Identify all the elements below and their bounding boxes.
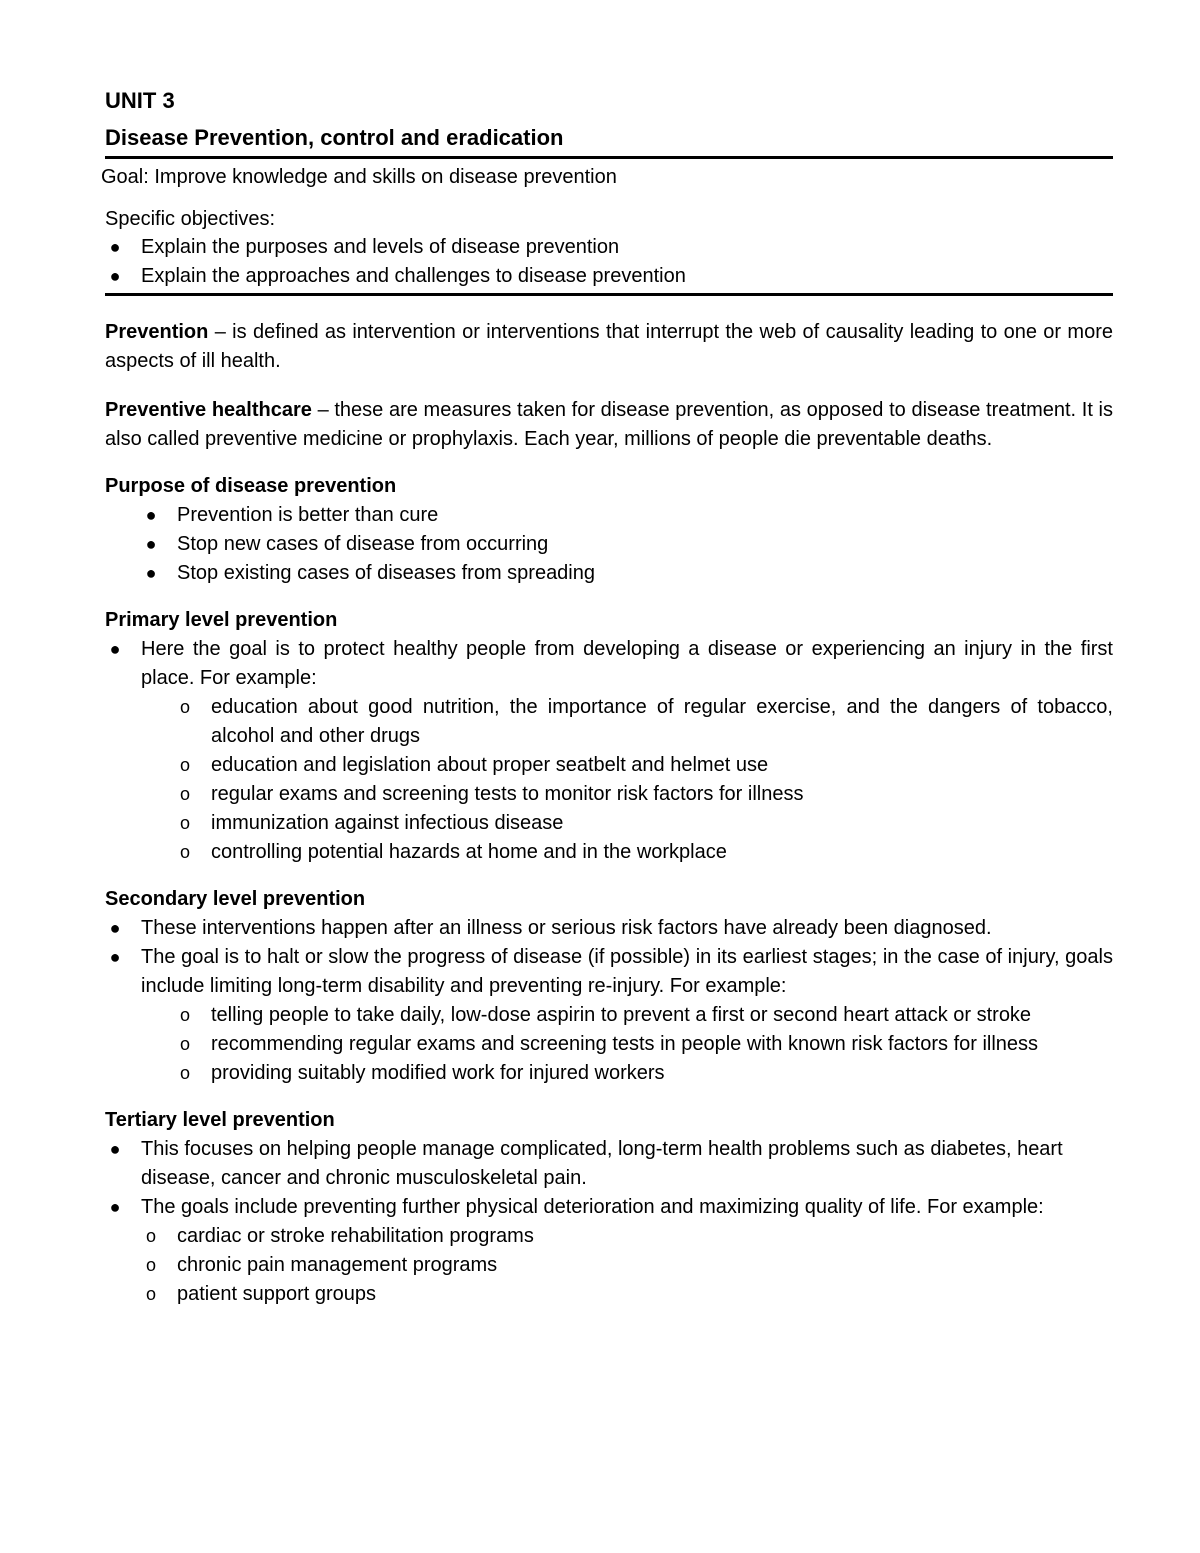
goal-statement: Goal: Improve knowledge and skills on disease prevention: [101, 166, 617, 188]
purpose-heading: Purpose of disease prevention: [105, 475, 397, 497]
unit-heading: UNIT 3: [105, 88, 175, 113]
primary-example: o controlling potential hazards at home and in the workplace: [175, 838, 1113, 867]
tertiary-example: o cardiac or stroke rehabilitation programs: [141, 1222, 1113, 1251]
circle-bullet-icon: o: [179, 697, 190, 717]
primary-example: o education about good nutrition, the importance of regular exercise, and the dangers of tobacco, alcohol and other drugs: [175, 693, 1113, 751]
objectives-label: Specific objectives:: [105, 208, 276, 230]
purpose-list: [141, 501, 1113, 588]
bullet-icon: ●: [109, 1197, 121, 1217]
bullet-icon: ●: [145, 563, 157, 583]
primary-example: o education and legislation about proper seatbelt and helmet use: [175, 751, 1113, 780]
tertiary-heading: Tertiary level prevention: [105, 1109, 335, 1131]
prevention-definition: Prevention – is defined as intervention or interventions that interrupt the web of causality leading to one or more aspects of ill health.: [105, 321, 1113, 372]
bullet-icon: ●: [145, 505, 157, 525]
objectives-list: [105, 233, 1113, 291]
document-page: [101, 86, 1113, 1309]
tertiary-list: [105, 1135, 1113, 1222]
preventive-healthcare-definition: Preventive healthcare – these are measures taken for disease prevention, as opposed to disease treatment. It is also called preventive medicine or prophylaxis. Each year, millions of people die preventable deaths.: [105, 399, 1113, 450]
circle-bullet-icon: o: [179, 1063, 190, 1083]
circle-bullet-icon: o: [179, 842, 190, 862]
bullet-icon: ●: [109, 237, 121, 257]
secondary-item: ● These interventions happen after an illness or serious risk factors have already been diagnosed.: [105, 914, 1113, 943]
bullet-icon: ●: [109, 918, 121, 938]
tertiary-example: o chronic pain management programs: [141, 1251, 1113, 1280]
primary-examples: [105, 693, 1113, 867]
primary-item: ● Here the goal is to protect healthy people from developing a disease or experiencing an injury in the first place. For example:: [105, 635, 1113, 693]
purpose-item: ● Stop existing cases of diseases from spreading: [141, 559, 1113, 588]
primary-example: o immunization against infectious disease: [175, 809, 1113, 838]
secondary-heading: Secondary level prevention: [105, 888, 366, 910]
tertiary-example: o patient support groups: [141, 1280, 1113, 1309]
secondary-example: o recommending regular exams and screening tests in people with known risk factors for illness: [175, 1030, 1113, 1059]
circle-bullet-icon: o: [179, 1005, 190, 1025]
tertiary-item: ● The goals include preventing further physical deterioration and maximizing quality of life. For example:: [105, 1193, 1113, 1222]
tertiary-item: ● This focuses on helping people manage complicated, long-term health problems such as diabetes, heart disease, cancer and chronic musculoskeletal pain.: [105, 1135, 1113, 1193]
circle-bullet-icon: o: [145, 1255, 156, 1275]
primary-heading: Primary level prevention: [105, 609, 338, 631]
document-title: Disease Prevention, control and eradication: [105, 125, 564, 150]
objective-item: ● Explain the purposes and levels of disease prevention: [105, 233, 1113, 262]
circle-bullet-icon: o: [179, 1034, 190, 1054]
circle-bullet-icon: o: [145, 1226, 156, 1246]
purpose-item: ● Stop new cases of disease from occurring: [141, 530, 1113, 559]
primary-list: [105, 635, 1113, 693]
objective-item: ● Explain the approaches and challenges to disease prevention: [105, 262, 1113, 291]
secondary-list: [105, 914, 1113, 1001]
circle-bullet-icon: o: [179, 813, 190, 833]
secondary-item: ● The goal is to halt or slow the progress of disease (if possible) in its earliest stages; in the case of injury, goals include limiting long-term disability and preventing re-injury. For example:: [105, 943, 1113, 1001]
prevention-term: Prevention: [105, 321, 209, 343]
bullet-icon: ●: [109, 639, 121, 659]
preventive-healthcare-term: Preventive healthcare: [105, 399, 312, 421]
title-divider: [105, 156, 1113, 159]
secondary-example: o providing suitably modified work for injured workers: [175, 1059, 1113, 1088]
bullet-icon: ●: [109, 266, 121, 286]
primary-example: o regular exams and screening tests to monitor risk factors for illness: [175, 780, 1113, 809]
secondary-examples: [105, 1001, 1113, 1088]
bullet-icon: ●: [145, 534, 157, 554]
circle-bullet-icon: o: [179, 784, 190, 804]
bullet-icon: ●: [109, 947, 121, 967]
objectives-divider: [105, 293, 1113, 296]
purpose-item: ● Prevention is better than cure: [141, 501, 1113, 530]
circle-bullet-icon: o: [145, 1284, 156, 1304]
bullet-icon: ●: [109, 1139, 121, 1159]
tertiary-examples: [105, 1222, 1113, 1309]
secondary-example: o telling people to take daily, low-dose aspirin to prevent a first or second heart attack or stroke: [175, 1001, 1113, 1030]
circle-bullet-icon: o: [179, 755, 190, 775]
